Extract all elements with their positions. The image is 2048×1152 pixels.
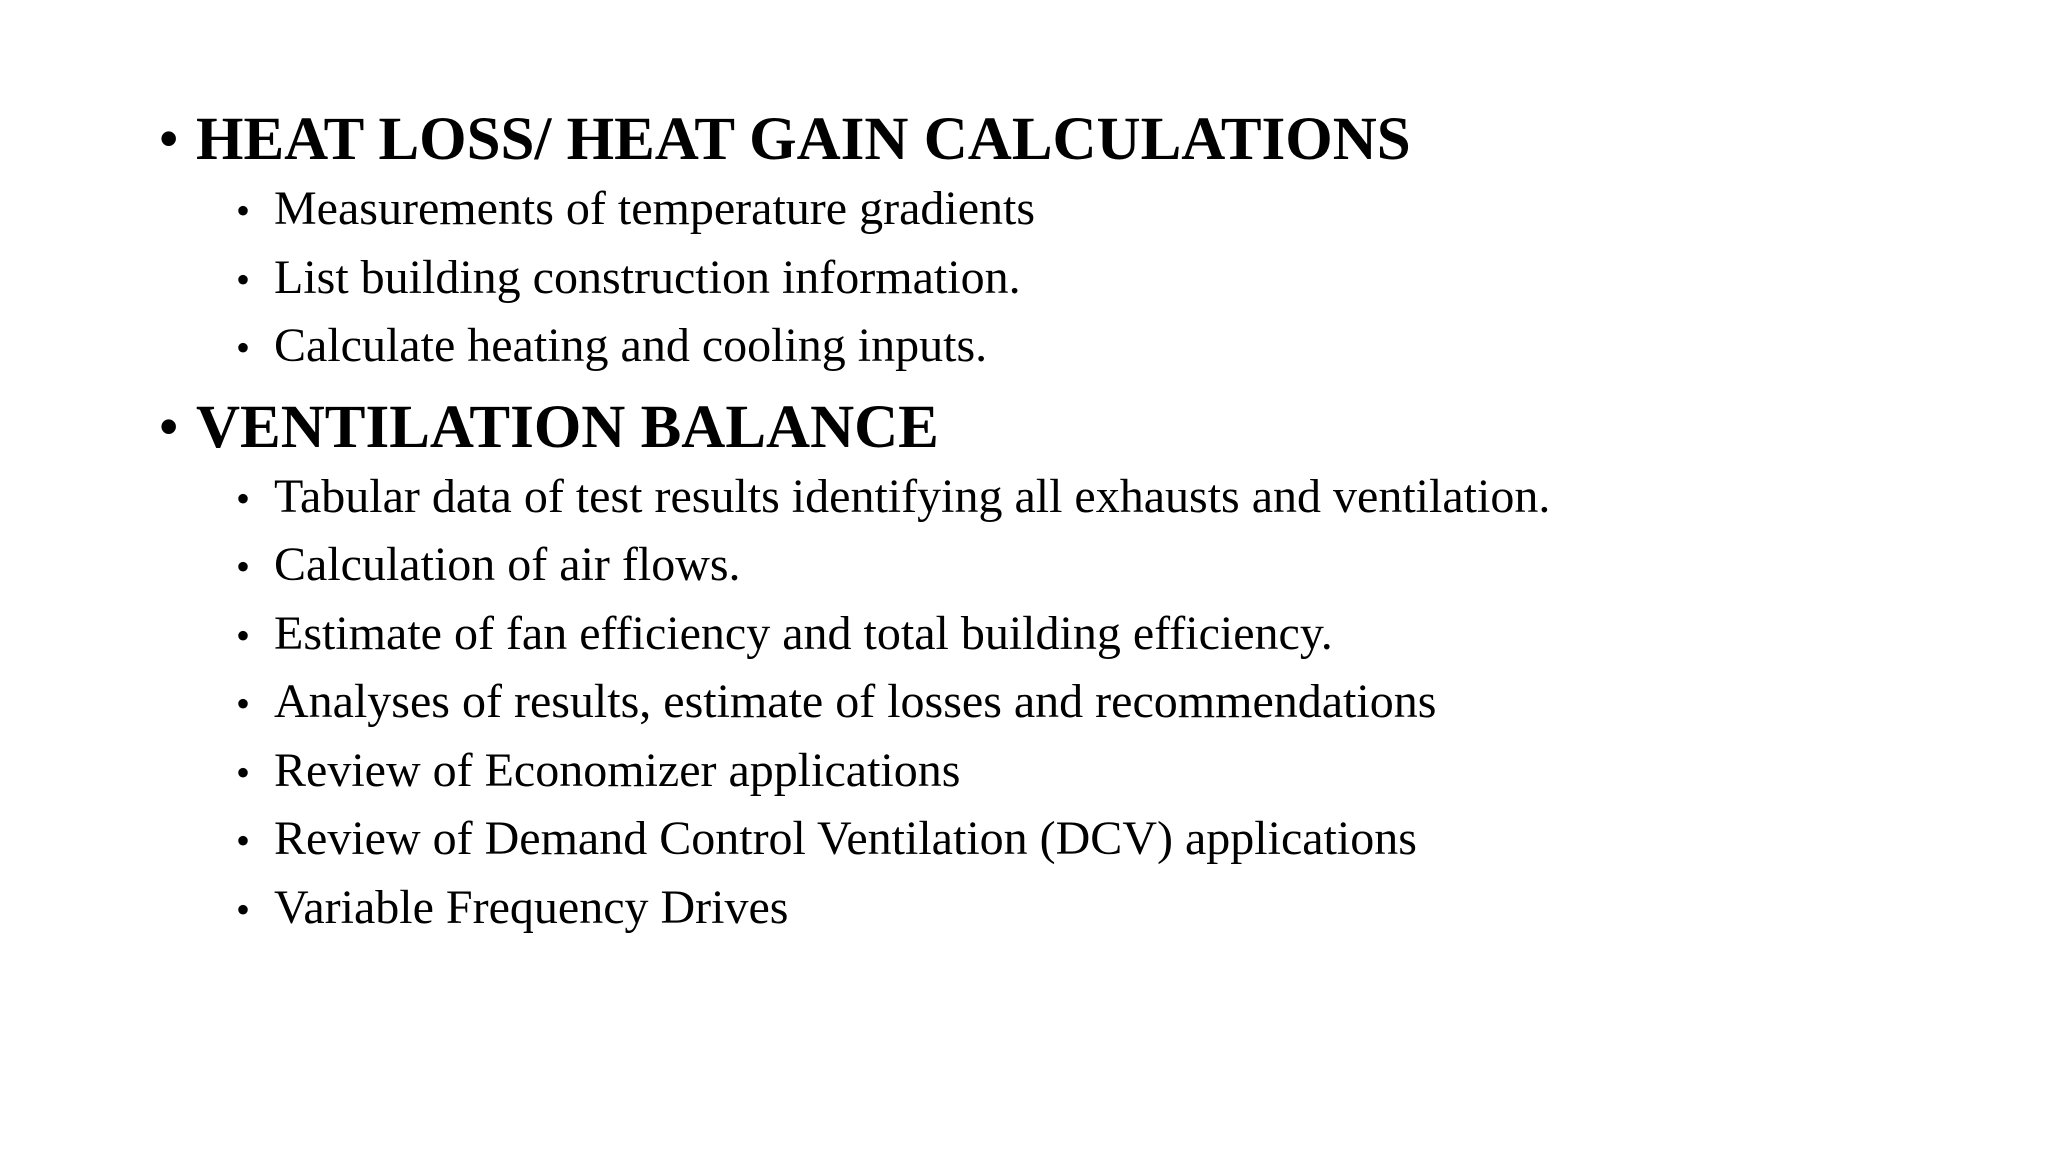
slide-content <box>158 104 1958 943</box>
list-item <box>236 532 1958 601</box>
bullet-icon: • <box>236 188 251 233</box>
bullet-icon: • <box>236 612 251 658</box>
list-item <box>236 806 1958 875</box>
bullet-icon: • <box>236 818 251 863</box>
list-item-text: Review of Demand Control Ventilation (DCV) applications <box>274 812 1417 865</box>
list-item-text: Tabular data of test results identifying all exhausts and ventilation. <box>274 469 1551 523</box>
list-item <box>236 738 1958 807</box>
list-item-text: Estimate of fan efficiency and total building efficiency. <box>274 606 1333 660</box>
list-item <box>236 245 1958 314</box>
list-item-text: List building construction information. <box>274 250 1021 304</box>
list-item-text: Analyses of results, estimate of losses and recommendations <box>274 675 1437 728</box>
section-heading-heat-loss <box>158 104 1958 176</box>
bullet-icon: • <box>158 106 180 173</box>
list-item-text: Calculation of air flows. <box>274 538 741 591</box>
bullet-icon: • <box>236 544 251 589</box>
heat-loss-list <box>158 176 1958 382</box>
list-item-text: Variable Frequency Drives <box>274 880 789 934</box>
list-item-text: Review of Economizer applications <box>274 743 961 797</box>
section-heading-ventilation-balance <box>158 392 1958 464</box>
list-item <box>236 464 1958 533</box>
list-item-text: Measurements of temperature gradients <box>274 182 1036 235</box>
section-heading-text: VENTILATION BALANCE <box>196 393 939 461</box>
bullet-icon: • <box>236 749 251 795</box>
list-item <box>236 176 1958 245</box>
list-item <box>236 601 1958 670</box>
list-item <box>236 313 1958 382</box>
bullet-icon: • <box>236 886 251 932</box>
bullet-icon: • <box>236 475 251 521</box>
bullet-icon: • <box>236 325 251 370</box>
list-item <box>236 669 1958 738</box>
ventilation-balance-list <box>158 464 1958 944</box>
section-heading-text: HEAT LOSS/ HEAT GAIN CALCULATIONS <box>196 106 1411 173</box>
list-item <box>236 875 1958 944</box>
bullet-icon: • <box>236 256 251 302</box>
bullet-icon: • <box>158 393 180 461</box>
bullet-icon: • <box>236 681 251 726</box>
list-item-text: Calculate heating and cooling inputs. <box>274 319 988 372</box>
